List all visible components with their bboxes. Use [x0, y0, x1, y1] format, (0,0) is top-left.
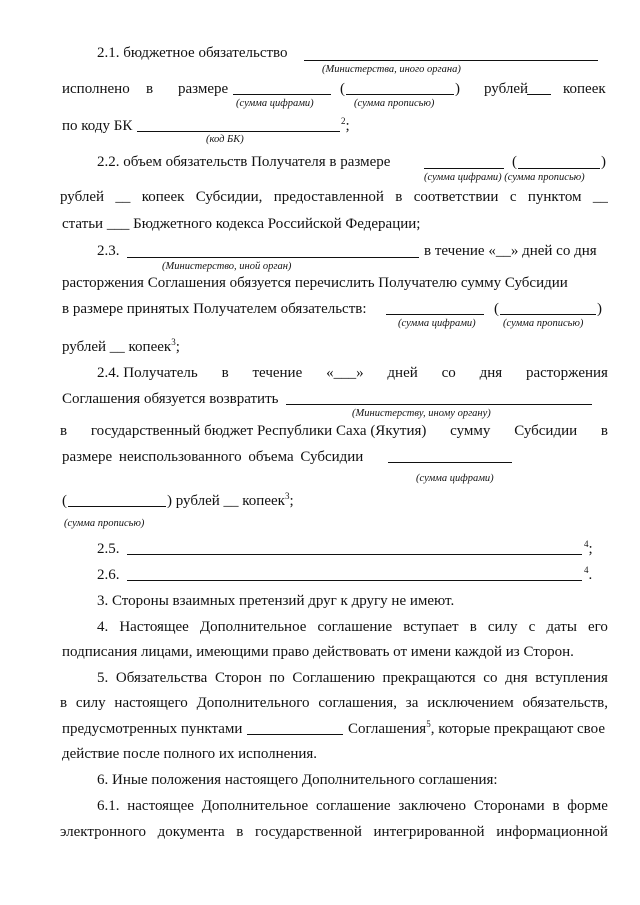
word: предоставленной	[273, 189, 384, 205]
word: расторжения	[525, 365, 608, 381]
footnote-mark: 5	[426, 719, 431, 729]
word: вступления	[535, 670, 608, 686]
clause-number: 2.5.	[97, 541, 120, 557]
word: государственной	[255, 824, 362, 840]
caption-ministry: (Министерство, иной орган)	[162, 261, 292, 272]
clause-5-line-4: действие после полного их исполнения.	[62, 746, 318, 762]
word: со	[441, 365, 456, 381]
clause-2-1-lead	[97, 44, 288, 62]
word: силу	[487, 619, 518, 635]
caption-sum-digits: (сумма цифрами)	[236, 98, 314, 109]
word: соглашение	[317, 619, 393, 635]
word: Субсидии	[514, 423, 578, 439]
ministry-blank	[127, 257, 419, 258]
clause-2-2-text: 2.2. объем обязательств Получателя в размере	[97, 154, 391, 170]
word: в	[221, 365, 229, 381]
clause-5-line-2	[60, 694, 608, 712]
paren-open: (	[494, 301, 499, 317]
word: соглашение	[315, 798, 391, 814]
word-kopeek: копеек	[563, 81, 606, 97]
word-ispolneno: исполнено	[62, 81, 130, 97]
text: Соглашения	[348, 721, 427, 737]
word: с	[509, 189, 517, 205]
word: в	[395, 189, 403, 205]
text: ) рублей __ копеек	[167, 493, 285, 509]
clause-number: 2.6.	[97, 567, 120, 583]
clause-2-4-line-1	[97, 364, 608, 382]
word: настоящее	[127, 798, 194, 814]
word: интегрированной	[373, 824, 485, 840]
word: прекращаются	[382, 670, 476, 686]
word: 2.4. Получатель	[97, 365, 198, 381]
word: Соглашению	[292, 670, 375, 686]
clause-2-2-line-3: статьи ___ Бюджетного кодекса Российской Федерации;	[62, 216, 421, 232]
word: «___»	[326, 365, 364, 381]
word: настоящего	[114, 695, 188, 711]
word: соглашения,	[318, 695, 397, 711]
word: государственный бюджет Республики Саха (Якутия)	[90, 423, 427, 439]
punctuation: ;	[289, 493, 294, 509]
word: рублей	[60, 189, 105, 205]
word: Субсидии,	[195, 189, 263, 205]
clause-3: 3. Стороны взаимных претензий друг к другу не имеют.	[97, 593, 455, 609]
word: Обязательства	[115, 670, 208, 686]
punctuation: ;	[175, 339, 180, 355]
clause-2-4-line-3	[60, 422, 608, 440]
clause-2-3-line-2: расторжения Соглашения обязуется перечислить Получателю сумму Субсидии	[62, 275, 568, 291]
paren-open: (	[512, 154, 517, 170]
word: заключено	[398, 798, 467, 814]
caption-sum-digits: (сумма цифрами)	[398, 318, 476, 329]
word: силу	[75, 695, 106, 711]
caption-sum-words: (сумма прописью)	[503, 318, 584, 329]
clause-2-4-line-4: размере неиспользованного объема Субсидии	[62, 449, 364, 465]
word: обязательств,	[522, 695, 608, 711]
sum-digits-blank	[386, 314, 484, 315]
word: с	[528, 619, 536, 635]
punctuation: .	[588, 567, 593, 583]
caption-sum-words: (сумма прописью)	[354, 98, 435, 109]
bk-code-blank	[137, 131, 340, 132]
paren-close: )	[601, 154, 606, 170]
paren-open: (	[62, 493, 67, 509]
footnote-mark: 4	[584, 565, 589, 575]
clause-2-2-line-2	[60, 188, 608, 206]
word: пунктом	[527, 189, 582, 205]
text: , которые прекращают свое	[430, 721, 606, 737]
sum-words-blank	[518, 168, 600, 169]
clause-5-line-3b	[348, 720, 605, 738]
word: его	[588, 619, 608, 635]
word: 5.	[97, 670, 109, 686]
bk-footnote	[341, 117, 350, 135]
word: за	[405, 695, 419, 711]
punctuation: ;	[588, 541, 593, 557]
clause-4-line-1	[97, 618, 608, 636]
word: копеек	[141, 189, 185, 205]
word: в	[552, 798, 560, 814]
bk-label: по коду БК	[62, 118, 133, 134]
caption-sum-digits: (сумма цифрами)	[416, 473, 494, 484]
word: Настоящее	[119, 619, 189, 635]
word: Дополнительное	[199, 619, 307, 635]
word: соответствии	[413, 189, 499, 205]
ministry-blank	[286, 404, 592, 405]
word: вступает	[403, 619, 459, 635]
clause-2-6-end	[584, 566, 592, 584]
caption-ministry: (Министерства, иного органа)	[322, 64, 461, 75]
word: исключением	[427, 695, 514, 711]
clause-5-line-3a: предусмотренных пунктами	[62, 721, 243, 737]
footnote-mark: 3	[284, 491, 290, 501]
word: Дополнительное	[201, 798, 309, 814]
text: рублей __ копеек	[62, 339, 172, 355]
sum-digits-blank	[388, 462, 512, 463]
punctuation: ;	[345, 118, 350, 134]
clause-6: 6. Иные положения настоящего Дополнительного соглашения:	[97, 772, 498, 788]
word: дня	[505, 670, 528, 686]
caption-sum-digits-words: (сумма цифрами) (сумма прописью)	[424, 172, 585, 183]
paren-close: )	[455, 81, 460, 97]
sum-words-blank	[346, 94, 454, 95]
word: дней	[387, 365, 418, 381]
clause-2-5-blank	[127, 554, 582, 555]
word: в	[60, 695, 68, 711]
word: в	[236, 824, 244, 840]
word: дня	[479, 365, 503, 381]
word: в	[60, 423, 68, 439]
ministry-blank	[304, 60, 598, 61]
word: __	[115, 189, 131, 205]
paren-close: )	[597, 301, 602, 317]
clause-4-line-2: подписания лицами, имеющими право действовать от имени каждой из Сторон.	[62, 644, 574, 660]
footnote-mark: 4	[584, 539, 589, 549]
clause-2-4-line-2: Соглашения обязуется возвратить	[62, 391, 279, 407]
caption-sum-words: (сумма прописью)	[64, 518, 145, 529]
clause-number: 2.3.	[97, 243, 120, 259]
clause-points-blank	[247, 734, 343, 735]
clause-2-3-line-3: в размере принятых Получателем обязательств:	[62, 301, 367, 317]
word-razmere: размере	[178, 81, 229, 97]
clause-5-line-1	[97, 669, 608, 687]
word: течение	[252, 365, 303, 381]
caption-ministry: (Министерству, иному органу)	[352, 408, 491, 419]
word: по	[269, 670, 285, 686]
word-rublej: рублей	[484, 81, 529, 97]
word: даты	[546, 619, 577, 635]
word: информационной	[496, 824, 608, 840]
word: форме	[567, 798, 608, 814]
word: со	[483, 670, 498, 686]
word: сумму	[450, 423, 491, 439]
footnote-mark: 3	[171, 337, 176, 347]
word: в	[469, 619, 477, 635]
footnote-mark: 2	[341, 116, 346, 126]
clause-2-6-blank	[127, 580, 582, 581]
sum-words-blank	[68, 506, 166, 507]
word: Сторон	[214, 670, 262, 686]
kopeck-count-blank	[527, 94, 551, 95]
sum-digits-blank	[424, 168, 504, 169]
word: документа	[157, 824, 225, 840]
word: электронного	[60, 824, 146, 840]
sum-words-blank	[500, 314, 596, 315]
word-v: в	[146, 81, 154, 97]
clause-2-3-line-4	[62, 338, 180, 356]
word: 4.	[97, 619, 109, 635]
clause-2-5-end	[584, 540, 593, 558]
word: __	[592, 189, 608, 205]
clause-2-3-text: в течение «__» дней со дня	[424, 243, 597, 259]
sum-digits-blank	[233, 94, 331, 95]
clause-number: 2.1.	[97, 45, 120, 61]
clause-text: бюджетное обязательство	[123, 45, 288, 61]
clause-2-4-line-5	[167, 492, 294, 510]
clause-6-1-line-1	[97, 797, 608, 815]
word: 6.1.	[97, 798, 120, 814]
paren-open: (	[340, 81, 345, 97]
clause-6-1-line-2	[60, 823, 608, 841]
word: Сторонами	[473, 798, 545, 814]
word: в	[600, 423, 608, 439]
word: Дополнительного	[196, 695, 310, 711]
caption-bk-code: (код БК)	[206, 134, 244, 145]
